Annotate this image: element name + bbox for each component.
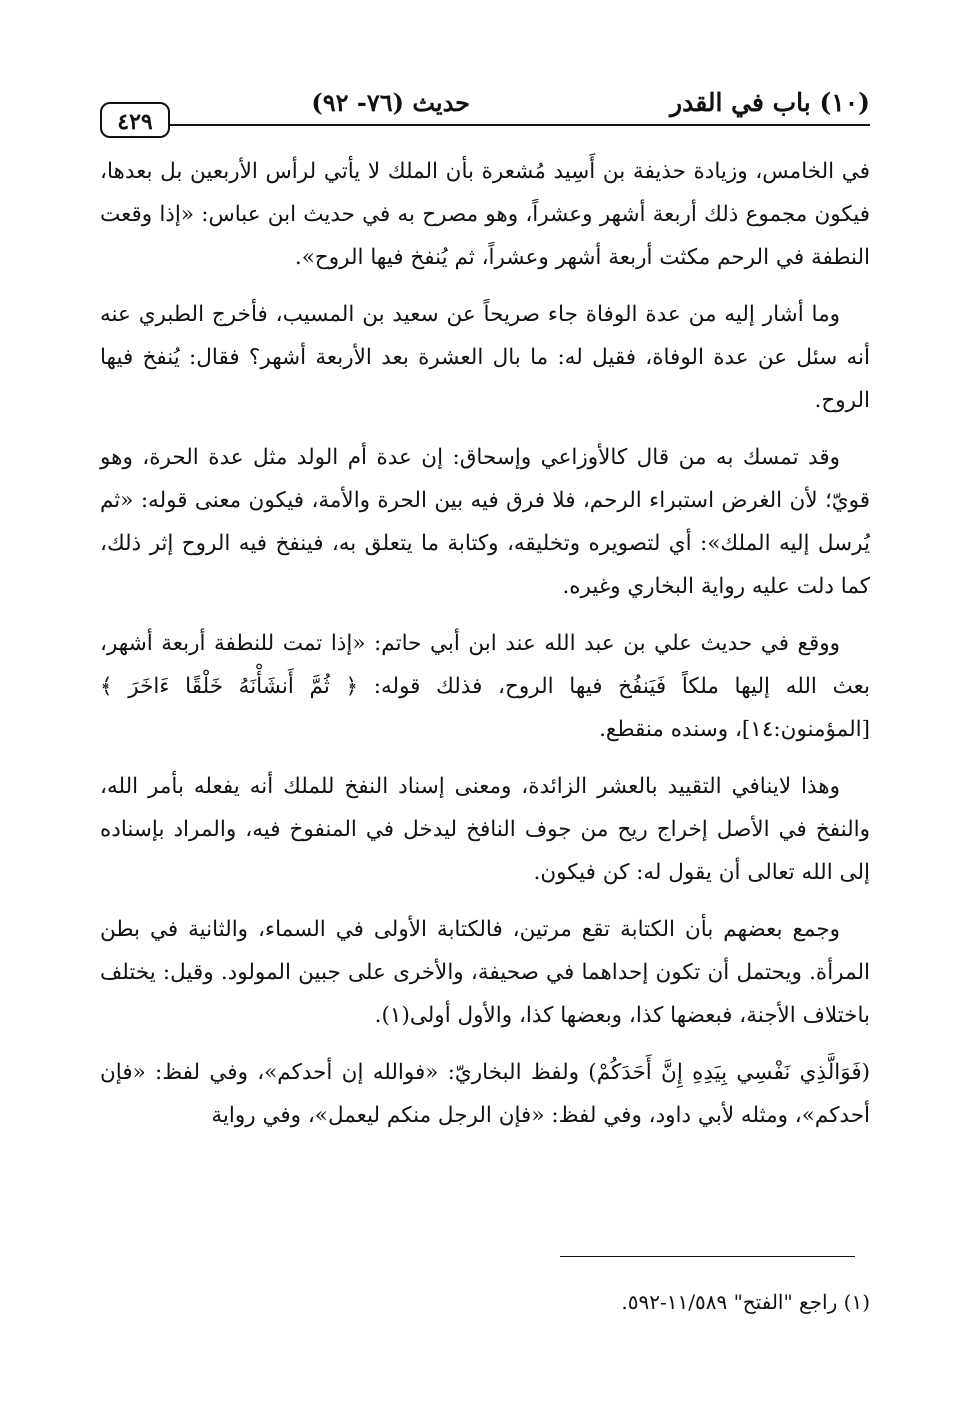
footnote-separator (560, 1256, 855, 1257)
paragraph-3: وقد تمسك به من قال كالأوزاعي وإسحاق: إن عدة أم الولد مثل عدة الحرة، وهو قويّ؛ لأن الغرض استبراء الرحم، فلا فرق فيه بين الحرة والأمة، فيكون معنى قوله: «ثم يُرسل إليه الملك»: أي لتصويره وتخليقه، وكتابة ما يتعلق به، فينفخ فيه الروح إثر ذلك، كما دلت عليه رواية البخاري وغيره. (100, 445, 870, 599)
paragraph-4: ووقع في حديث علي بن عبد الله عند ابن أبي حاتم: «إذا تمت للنطفة أربعة أشهر، بعث الله إليها ملكاً فَيَنفُخ فيها الروح، فذلك قوله: ﴿ ثُمَّ أَنشَأْنَهُ خَلْقًا ءَاخَرَ ﴾ [المؤمنون:١٤]، وسنده منقطع. (100, 631, 870, 742)
header-rule (170, 124, 870, 126)
footnote: (١) راجع "الفتح" ١١/٥٨٩-٥٩٢. (621, 1290, 870, 1314)
chapter-title: (١٠) باب في القدر (670, 88, 870, 117)
page-number: ٤٢٩ (100, 102, 170, 138)
paragraph-2: وما أشار إليه من عدة الوفاة جاء صريحاً عن سعيد بن المسيب، فأخرج الطبري عنه أنه سئل عن عدة الوفاة، فقيل له: ما بال العشرة بعد الأربعة أشهر؟ فقال: يُنفخ فيها الروح. (100, 302, 870, 413)
running-header (100, 80, 870, 132)
hadith-range: حديث (٧٦- ٩٢) (311, 88, 470, 117)
paragraph-5: وهذا لاينافي التقييد بالعشر الزائدة، ومعنى إسناد النفخ للملك أنه يفعله بأمر الله، والنفخ في الأصل إخراج ريح من جوف النافخ ليدخل في المنفوخ فيه، والمراد بإسناده إلى الله تعالى أن يقول له: كن فيكون. (100, 774, 870, 885)
paragraph-7: (فَوَالَّذِي نَفْسِي بِيَدِهِ إِنَّ أَحَدَكُمْ) ولفظ البخاريّ: «فوالله إن أحدكم»، وفي لفظ: «فإن أحدكم»، ومثله لأبي داود، وفي لفظ: «فإن الرجل منكم ليعمل»، وفي رواية (100, 1060, 870, 1128)
main-text (100, 150, 870, 1151)
paragraph-1: في الخامس، وزيادة حذيفة بن أَسِيد مُشعرة بأن الملك لا يأتي لرأس الأربعين بل بعدها، فيكون مجموع ذلك أربعة أشهر وعشراً، وهو مصرح به في حديث ابن عباس: «إذا وقعت النطفة في الرحم مكثت أربعة أشهر وعشراً، ثم يُنفخ فيها الروح». (100, 159, 870, 270)
paragraph-6: وجمع بعضهم بأن الكتابة تقع مرتين، فالكتابة الأولى في السماء، والثانية في بطن المرأة. ويحتمل أن تكون إحداهما في صحيفة، والأخرى على جبين المولود. وقيل: يختلف باختلاف الأجنة، فبعضها كذا، وبعضها كذا، والأول أولى(١). (100, 917, 870, 1028)
